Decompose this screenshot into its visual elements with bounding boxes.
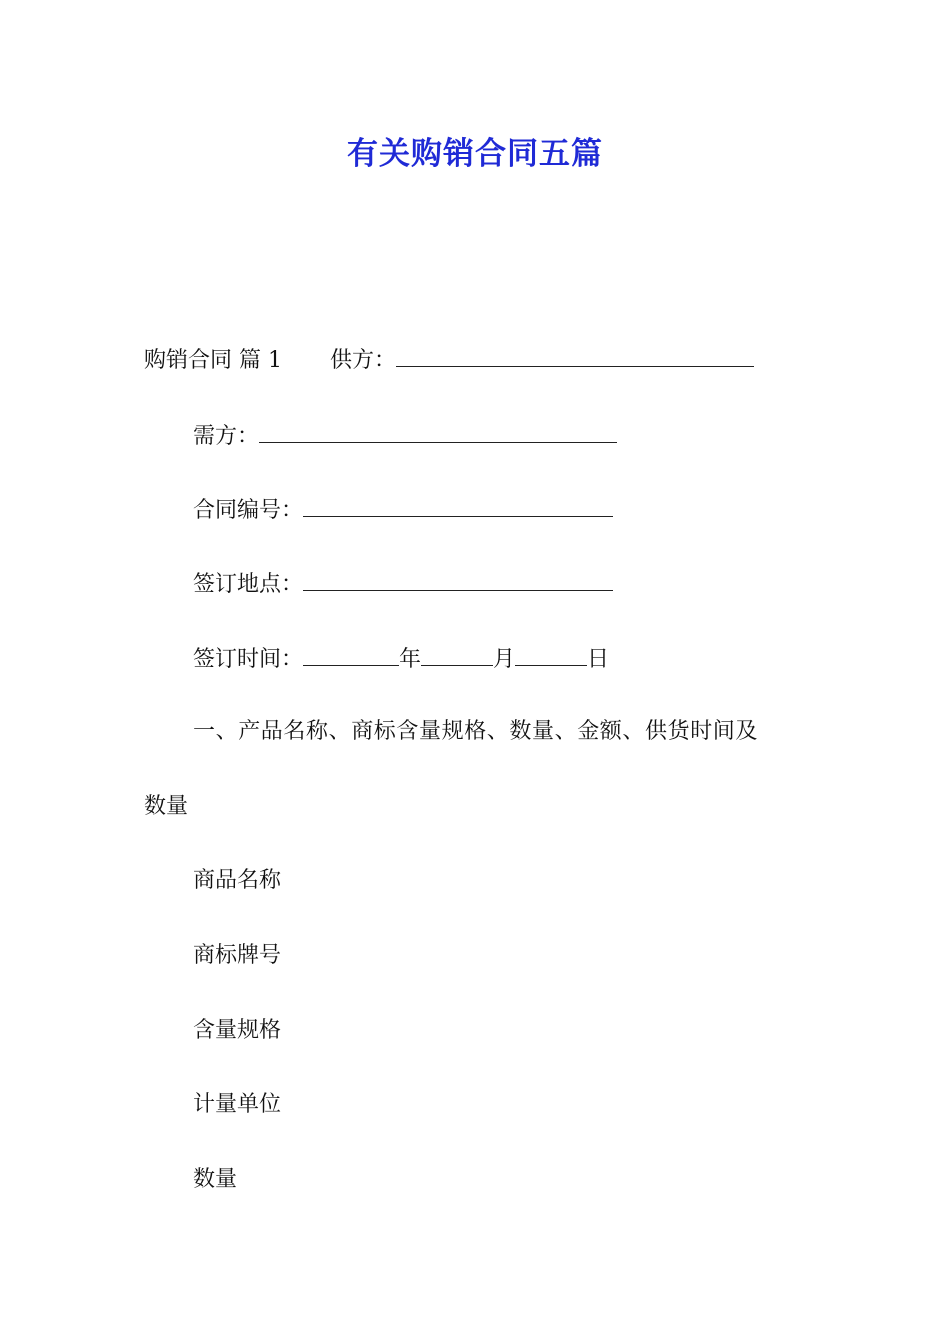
- contract-number-label: 合同编号：: [193, 498, 304, 523]
- sign-time-label: 签订时间：: [193, 647, 304, 672]
- contract-number-blank: [303, 494, 613, 517]
- section-1-heading: 一、产品名称、商标含量规格、数量、金额、供货时间及: [193, 719, 759, 744]
- sign-place-line: [193, 568, 613, 598]
- sign-place-blank: [303, 568, 613, 591]
- month-blank: [421, 643, 493, 666]
- supplier-label: 供方：: [329, 348, 396, 373]
- contract-number-line: [193, 494, 613, 524]
- supplier-blank: [396, 344, 754, 367]
- item-spec: 含量规格: [193, 1018, 282, 1043]
- day-blank: [515, 643, 587, 666]
- item-quantity: 数量: [193, 1167, 238, 1192]
- year-label: 年: [399, 647, 422, 672]
- item-product-name: 商品名称: [193, 868, 282, 893]
- contract-part-label: 购销合同 篇 1: [144, 348, 282, 373]
- sign-time-line: [193, 643, 609, 673]
- buyer-label: 需方：: [193, 424, 260, 449]
- item-brand: 商标牌号: [193, 943, 282, 968]
- buyer-line: [193, 420, 617, 450]
- document-title: 有关购销合同五篇: [347, 136, 603, 172]
- item-unit: 计量单位: [193, 1092, 282, 1117]
- buyer-blank: [259, 420, 617, 443]
- contract-header-line: [144, 344, 754, 374]
- year-blank: [303, 643, 399, 666]
- section-1-heading-cont: 数量: [144, 794, 189, 819]
- day-label: 日: [587, 647, 610, 672]
- sign-place-label: 签订地点：: [193, 572, 304, 597]
- month-label: 月: [493, 647, 516, 672]
